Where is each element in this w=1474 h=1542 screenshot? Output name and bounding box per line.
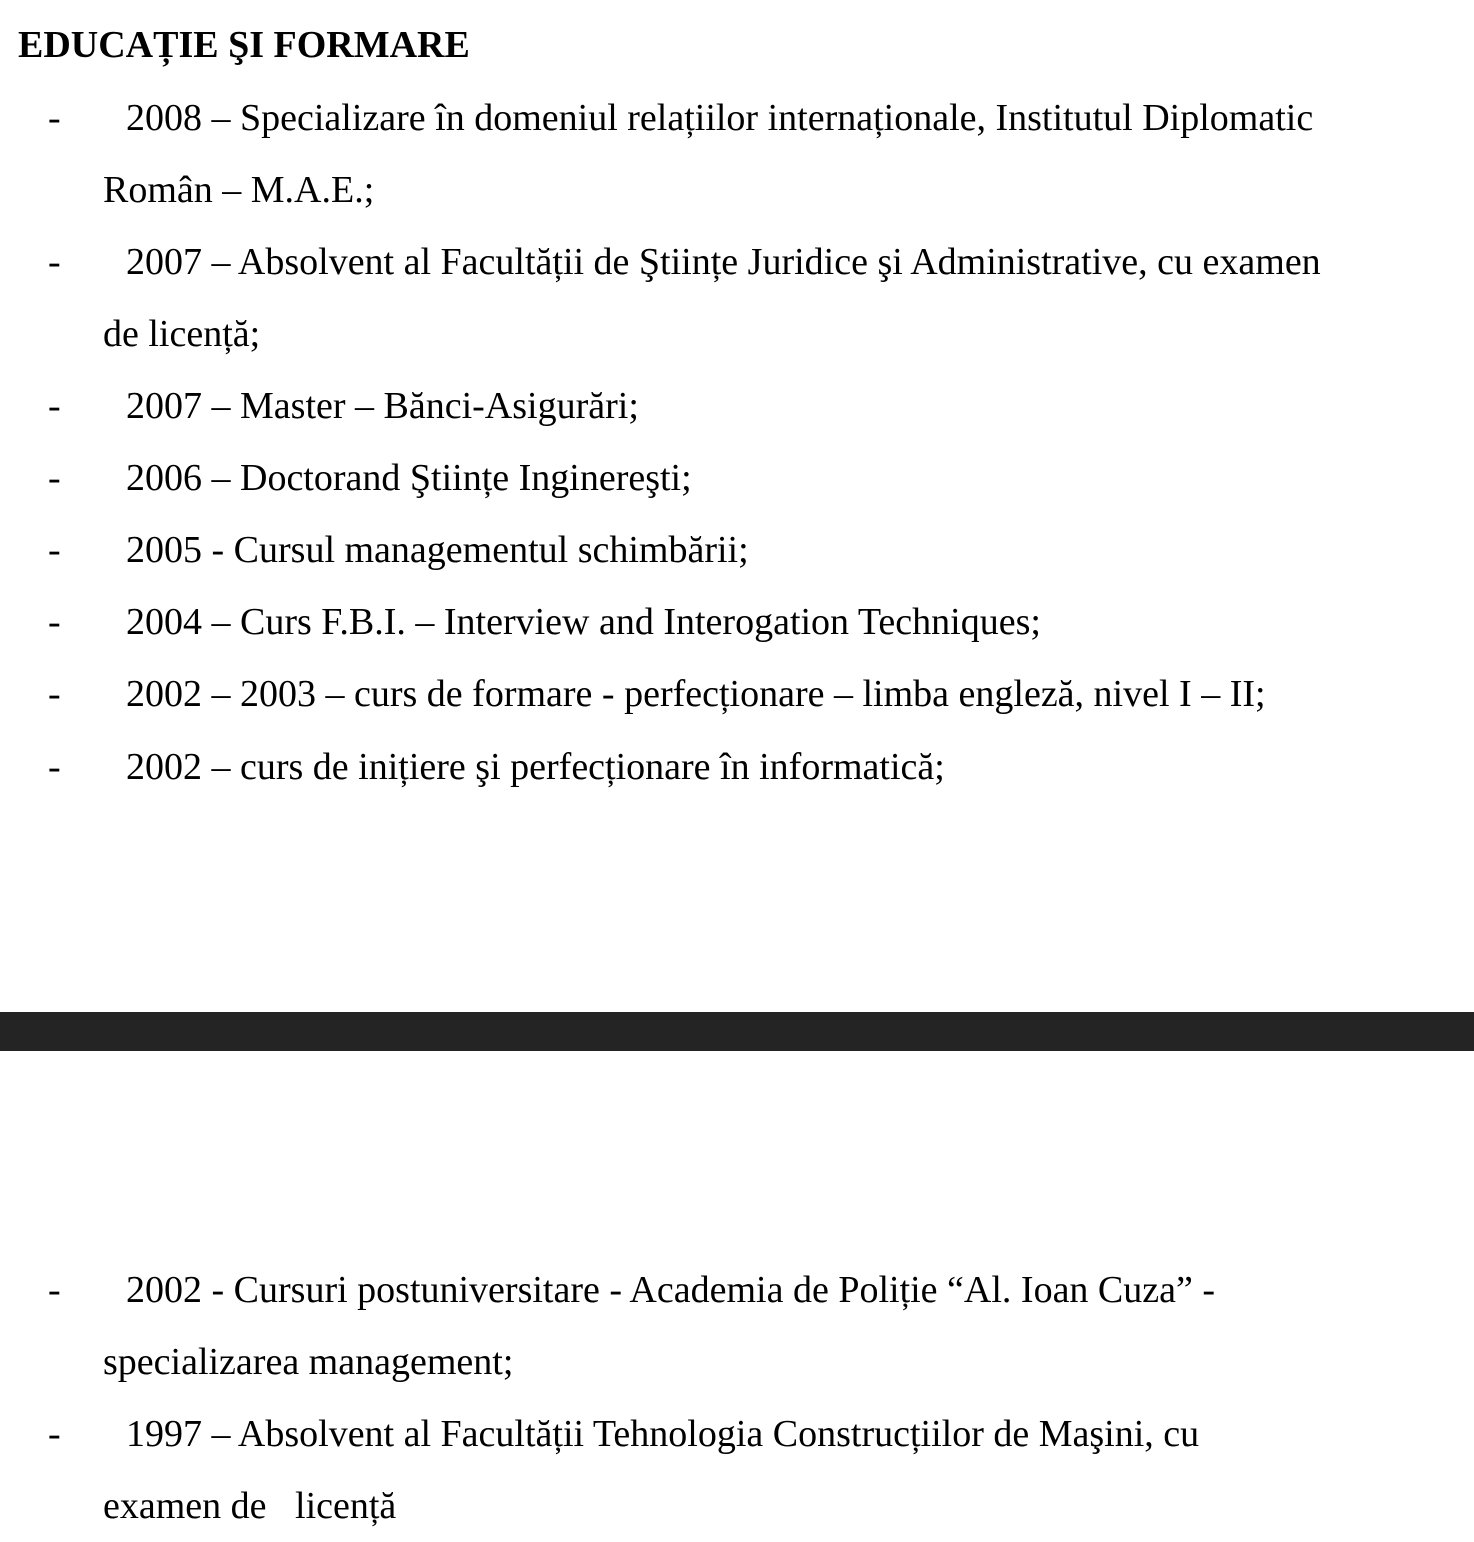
list-item-text: 2006 – Doctorand Ştiințe Inginereşti; — [126, 457, 692, 499]
list-bullet: - — [48, 241, 61, 283]
list-item-text: 2007 – Absolvent al Facultății de Ştiințe Juridice şi Administrative, cu examen — [126, 241, 1321, 283]
list-item-continuation: Român – M.A.E.; — [103, 169, 375, 211]
section-heading: EDUCAȚIE ŞI FORMARE — [18, 24, 470, 66]
list-bullet: - — [48, 746, 61, 788]
list-item-continuation: de licență; — [103, 313, 261, 355]
list-bullet: - — [48, 1269, 61, 1311]
list-item-text: 2002 – curs de inițiere şi perfecționare în informatică; — [126, 746, 945, 788]
list-bullet: - — [48, 601, 61, 643]
list-item-text: 2007 – Master – Bănci-Asigurări; — [126, 385, 639, 427]
list-bullet: - — [48, 673, 61, 715]
list-item-text: 2004 – Curs F.B.I. – Interview and Interogation Techniques; — [126, 601, 1041, 643]
list-item-continuation: examen de licență — [103, 1485, 397, 1527]
list-bullet: - — [48, 1413, 61, 1455]
list-bullet: - — [48, 529, 61, 571]
list-item-text: 2002 - Cursuri postuniversitare - Academia de Poliție “Al. Ioan Cuza” - — [126, 1269, 1216, 1311]
page-2 — [0, 1051, 1474, 1528]
list-item-text: 2008 – Specializare în domeniul relațiilor internaționale, Institutul Diplomatic — [126, 97, 1314, 139]
list-item-text: 2002 – 2003 – curs de formare - perfecționare – limba engleză, nivel I – II; — [126, 673, 1266, 715]
list-bullet: - — [48, 97, 61, 139]
list-bullet: - — [48, 385, 61, 427]
list-bullet: - — [48, 457, 61, 499]
list-item-continuation: specializarea management; — [103, 1341, 514, 1383]
page-break-divider — [0, 1012, 1474, 1051]
list-item-text: 2005 - Cursul managementul schimbării; — [126, 529, 749, 571]
list-item-text: 1997 – Absolvent al Facultății Tehnologia Construcțiilor de Maşini, cu — [126, 1413, 1200, 1455]
